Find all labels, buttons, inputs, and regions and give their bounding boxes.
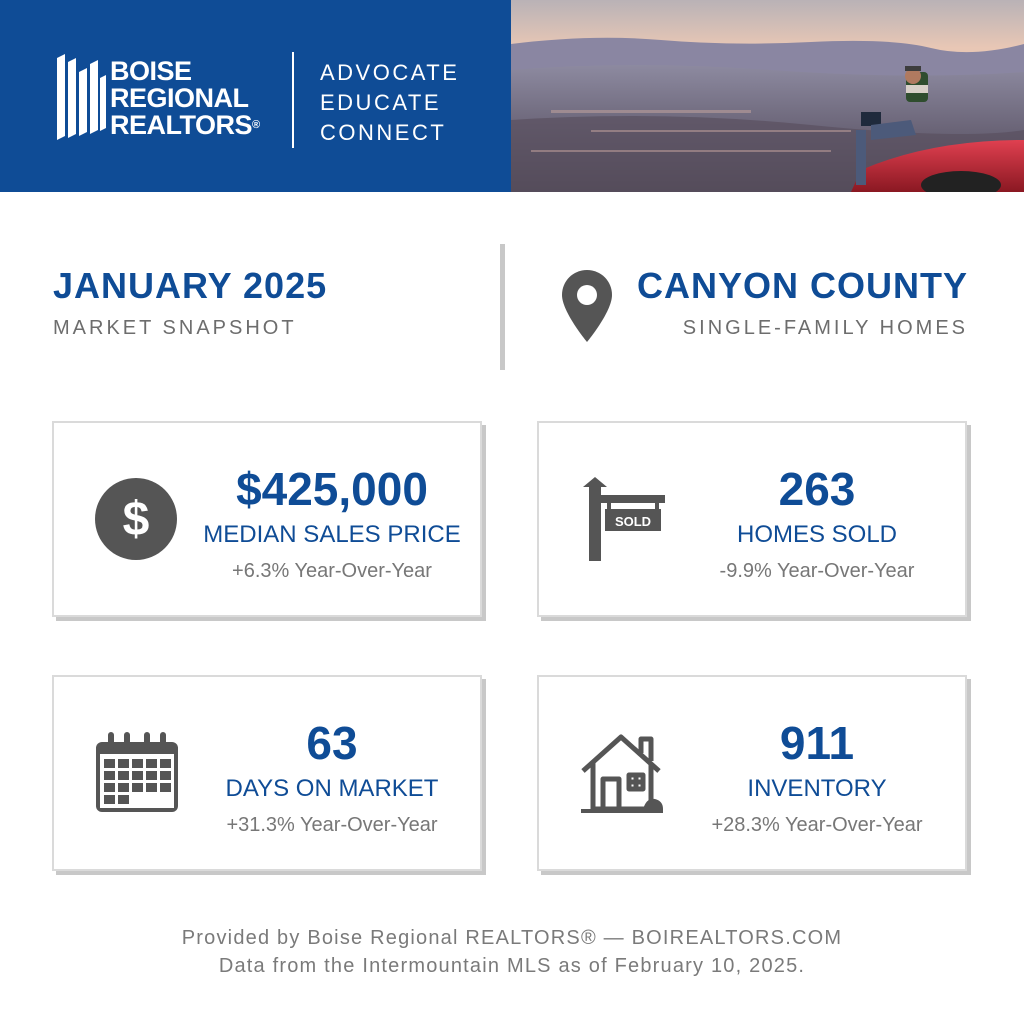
- sold-sign-icon: [579, 477, 665, 561]
- logo-line-1: BOISE: [110, 56, 192, 86]
- metric-change: +31.3% Year-Over-Year: [226, 814, 438, 836]
- sold-sign-text: SOLD: [614, 514, 652, 529]
- header-photo: [511, 0, 1024, 192]
- tagline: [320, 58, 459, 148]
- snapshot-period: JANUARY 2025: [53, 265, 328, 306]
- metric-card-median-price: [52, 421, 482, 617]
- metric-value: 63: [306, 717, 358, 769]
- brand-divider: [292, 52, 294, 148]
- metric-card-inventory: [537, 675, 967, 871]
- metric-value: 911: [779, 717, 855, 769]
- map-pin-icon: [560, 268, 614, 344]
- snapshot-title-block: [53, 265, 327, 340]
- header-banner: [0, 0, 1024, 192]
- calendar-icon: [94, 732, 180, 814]
- logo-registered-mark: ®: [252, 119, 260, 131]
- metric-change: +28.3% Year-Over-Year: [711, 814, 923, 836]
- brand-panel: [0, 0, 511, 192]
- logo-line-2: REGIONAL: [110, 83, 249, 113]
- dollar-icon: [94, 477, 178, 561]
- tagline-advocate: ADVOCATE: [320, 60, 460, 85]
- footer-credit: Provided by Boise Regional REALTORS® — BOIREALTORS.COM: [181, 927, 843, 949]
- metric-change: -9.9% Year-Over-Year: [719, 560, 915, 582]
- location-segment: SINGLE-FAMILY HOMES: [682, 317, 968, 339]
- metric-label: DAYS ON MARKET: [225, 775, 439, 802]
- logo-wordmark: [110, 58, 260, 139]
- snapshot-label: MARKET SNAPSHOT: [53, 317, 297, 339]
- tagline-connect: CONNECT: [320, 120, 447, 145]
- metric-card-days-on-market: [52, 675, 482, 871]
- tagline-educate: EDUCATE: [320, 90, 441, 115]
- logo-bars-icon: [55, 50, 107, 142]
- metric-label: INVENTORY: [747, 775, 887, 802]
- footer: [0, 924, 1024, 980]
- landscape-photo-image: [511, 0, 1024, 192]
- metric-card-homes-sold: [537, 421, 967, 617]
- metric-value: 263: [778, 463, 856, 515]
- svg-text:$: $: [122, 493, 150, 546]
- metric-label: MEDIAN SALES PRICE: [203, 521, 461, 548]
- metric-value: $425,000: [236, 463, 428, 515]
- metric-change: +6.3% Year-Over-Year: [232, 560, 432, 582]
- title-divider: [500, 244, 505, 370]
- location-title-block: [637, 265, 968, 340]
- metric-label: HOMES SOLD: [736, 521, 898, 548]
- logo-line-3: REALTORS: [110, 110, 253, 140]
- location-area: CANYON COUNTY: [636, 265, 968, 306]
- footer-data-source: Data from the Intermountain MLS as of February 10, 2025.: [218, 955, 806, 977]
- house-icon: [579, 731, 665, 815]
